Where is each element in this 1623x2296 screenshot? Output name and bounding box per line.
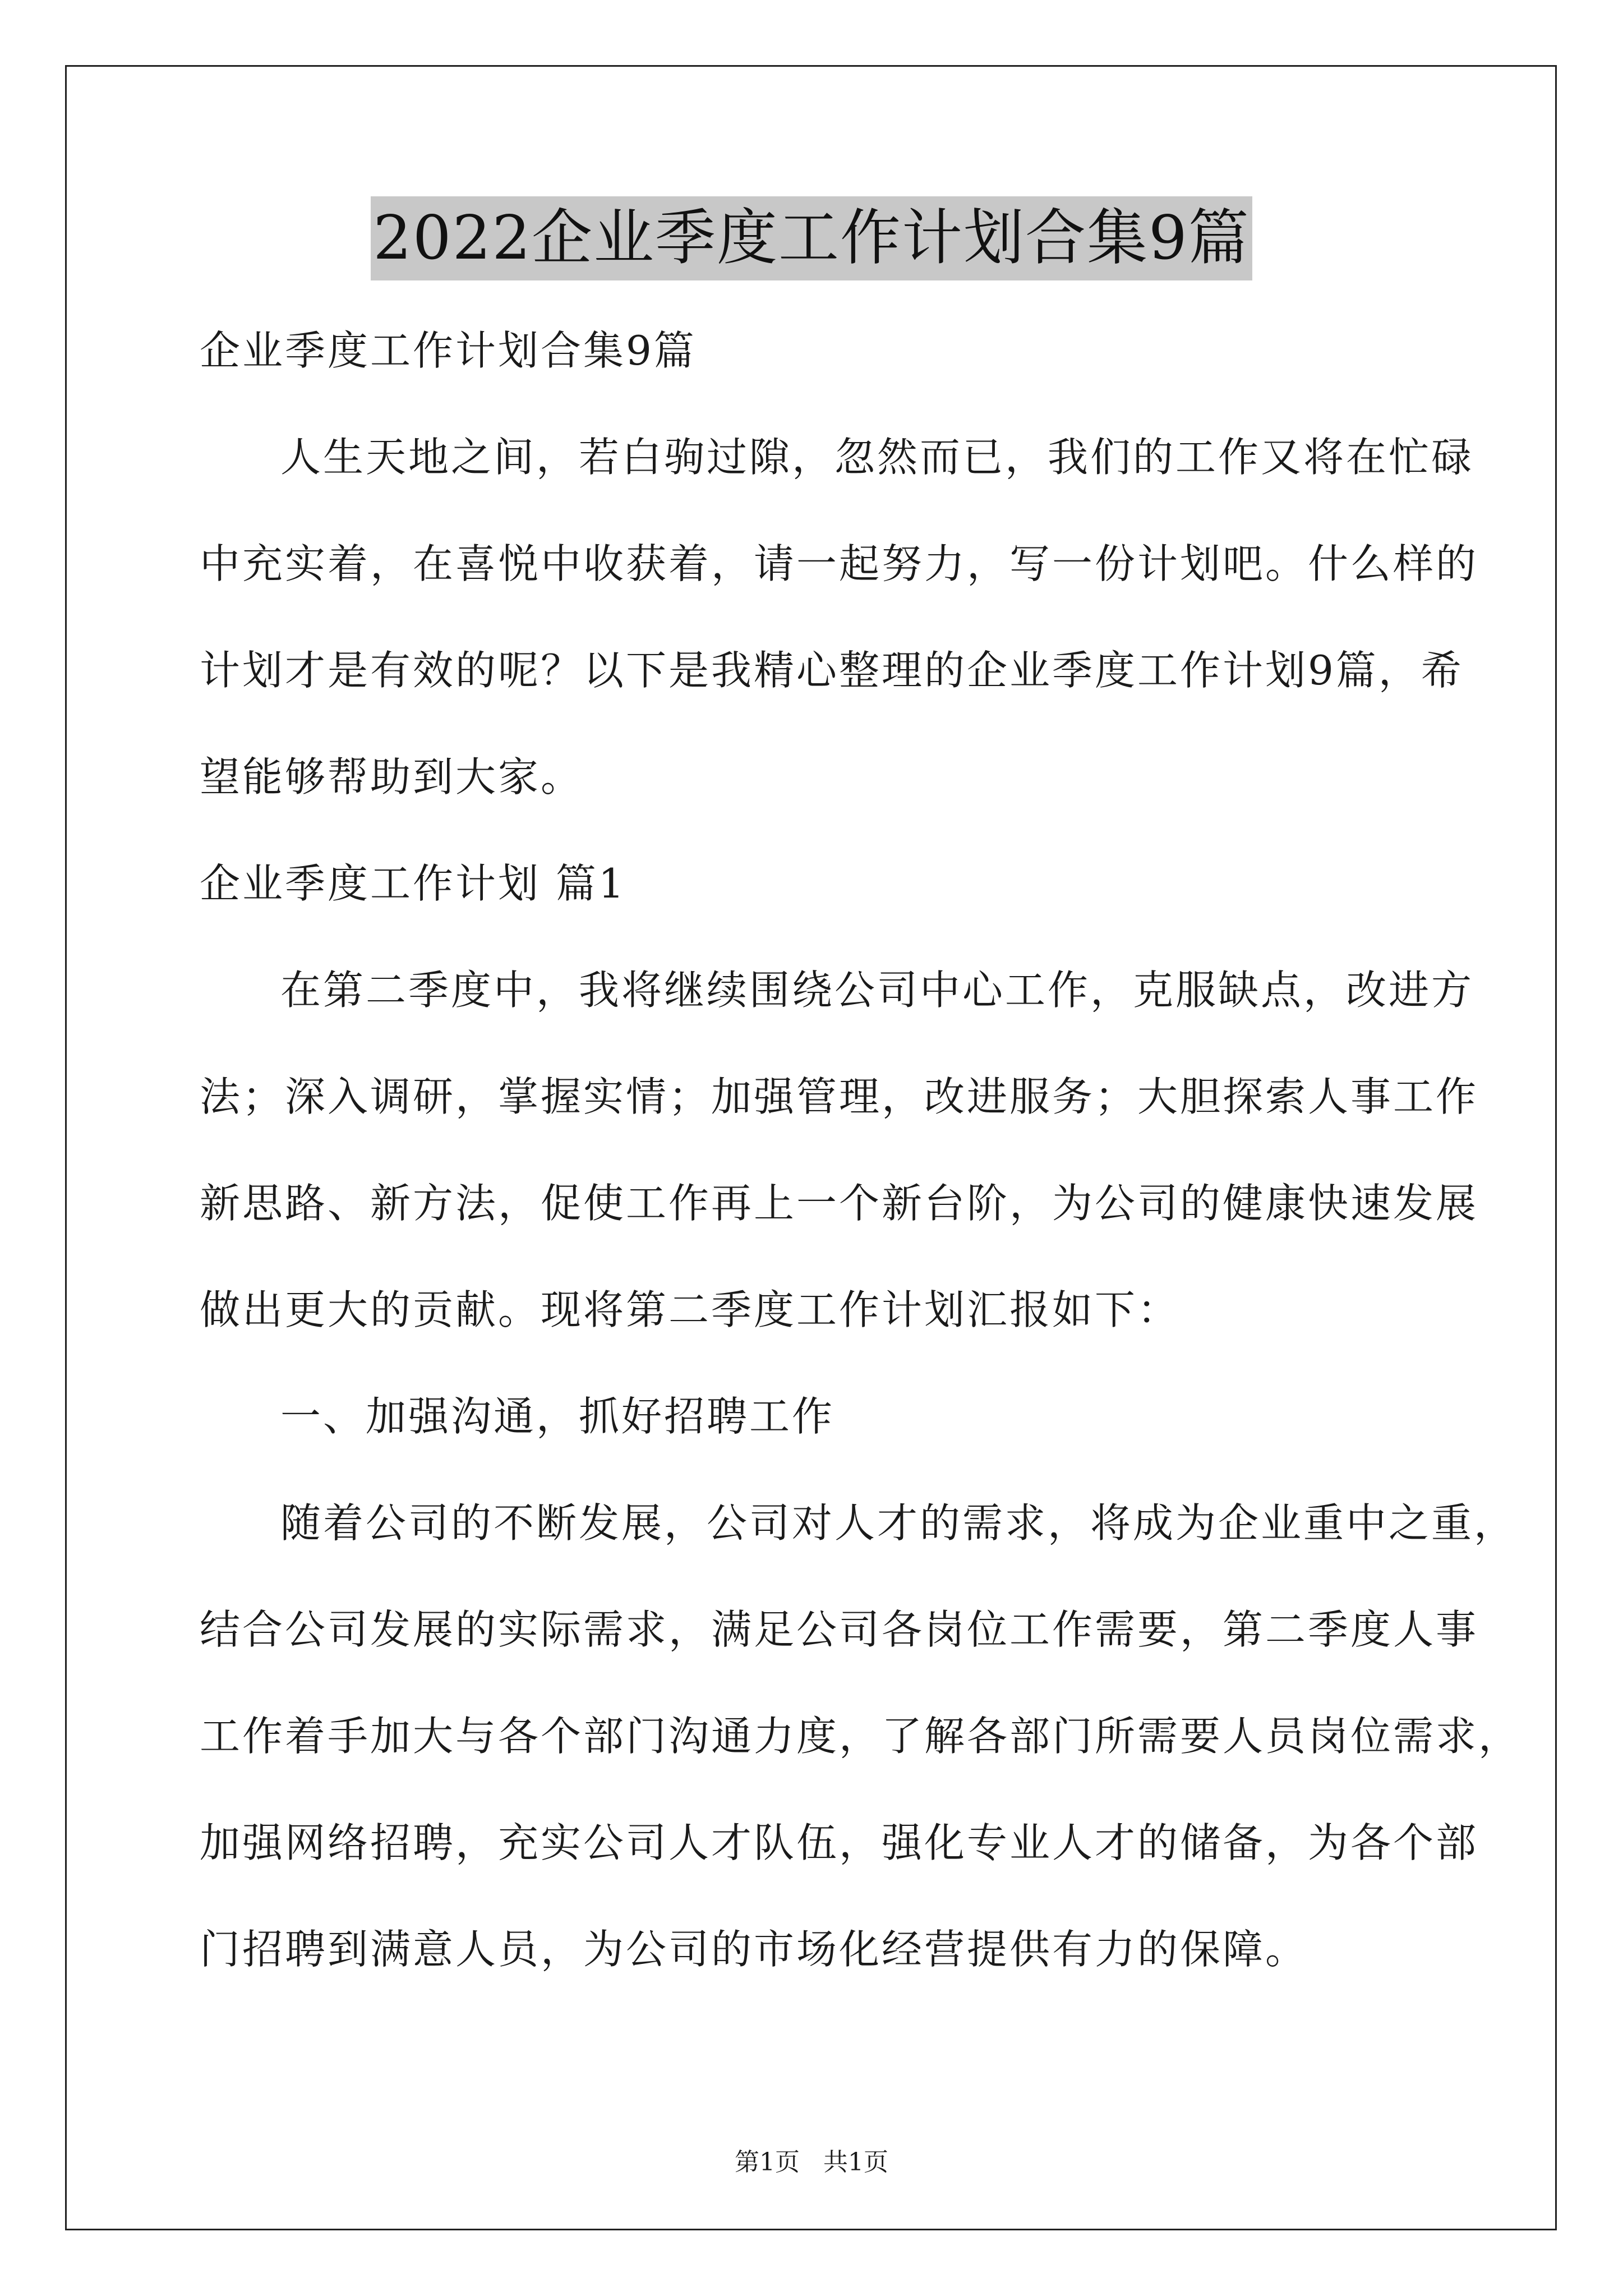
section-heading: 企业季度工作计划 篇1 [200, 860, 626, 907]
document-title: 2022企业季度工作计划合集9篇 [371, 196, 1252, 280]
subsection-heading: 一、加强沟通，抓好招聘工作 [280, 1393, 835, 1440]
paragraph-line: 工作着手加大与各个部门沟通力度，了解各部门所需要人员岗位需求， [200, 1713, 1521, 1760]
title-container [0, 196, 1623, 280]
paragraph-line: 结合公司发展的实际需求，满足公司各岗位工作需要，第二季度人事 [200, 1606, 1479, 1653]
paragraph-line: 计划才是有效的呢？以下是我精心整理的企业季度工作计划9篇，希 [200, 647, 1464, 694]
paragraph-line: 望能够帮助到大家。 [200, 753, 584, 800]
paragraph-line: 人生天地之间，若白驹过隙，忽然而已，我们的工作又将在忙碌 [280, 434, 1474, 481]
paragraph-line: 法；深入调研，掌握实情；加强管理，改进服务；大胆探索人事工作 [200, 1073, 1479, 1120]
paragraph-line: 随着公司的不断发展，公司对人才的需求，将成为企业重中之重， [280, 1499, 1517, 1547]
paragraph-line: 新思路、新方法，促使工作再上一个新台阶，为公司的健康快速发展 [200, 1180, 1479, 1227]
document-body [200, 297, 1521, 2003]
document-subtitle: 企业季度工作计划合集9篇 [200, 327, 697, 374]
paragraph-line: 门招聘到满意人员，为公司的市场化经营提供有力的保障。 [200, 1926, 1308, 1973]
paragraph-line: 做出更大的贡献。现将第二季度工作计划汇报如下： [200, 1286, 1181, 1333]
paragraph-line: 加强网络招聘，充实公司人才队伍，强化专业人才的储备，为各个部 [200, 1819, 1479, 1866]
paragraph-line: 在第二季度中，我将继续围绕公司中心工作，克服缺点，改进方 [280, 967, 1474, 1014]
paragraph-line: 中充实着，在喜悦中收获着，请一起努力，写一份计划吧。什么样的 [200, 540, 1479, 587]
page-footer: 第1页 共1页 [735, 2148, 888, 2177]
